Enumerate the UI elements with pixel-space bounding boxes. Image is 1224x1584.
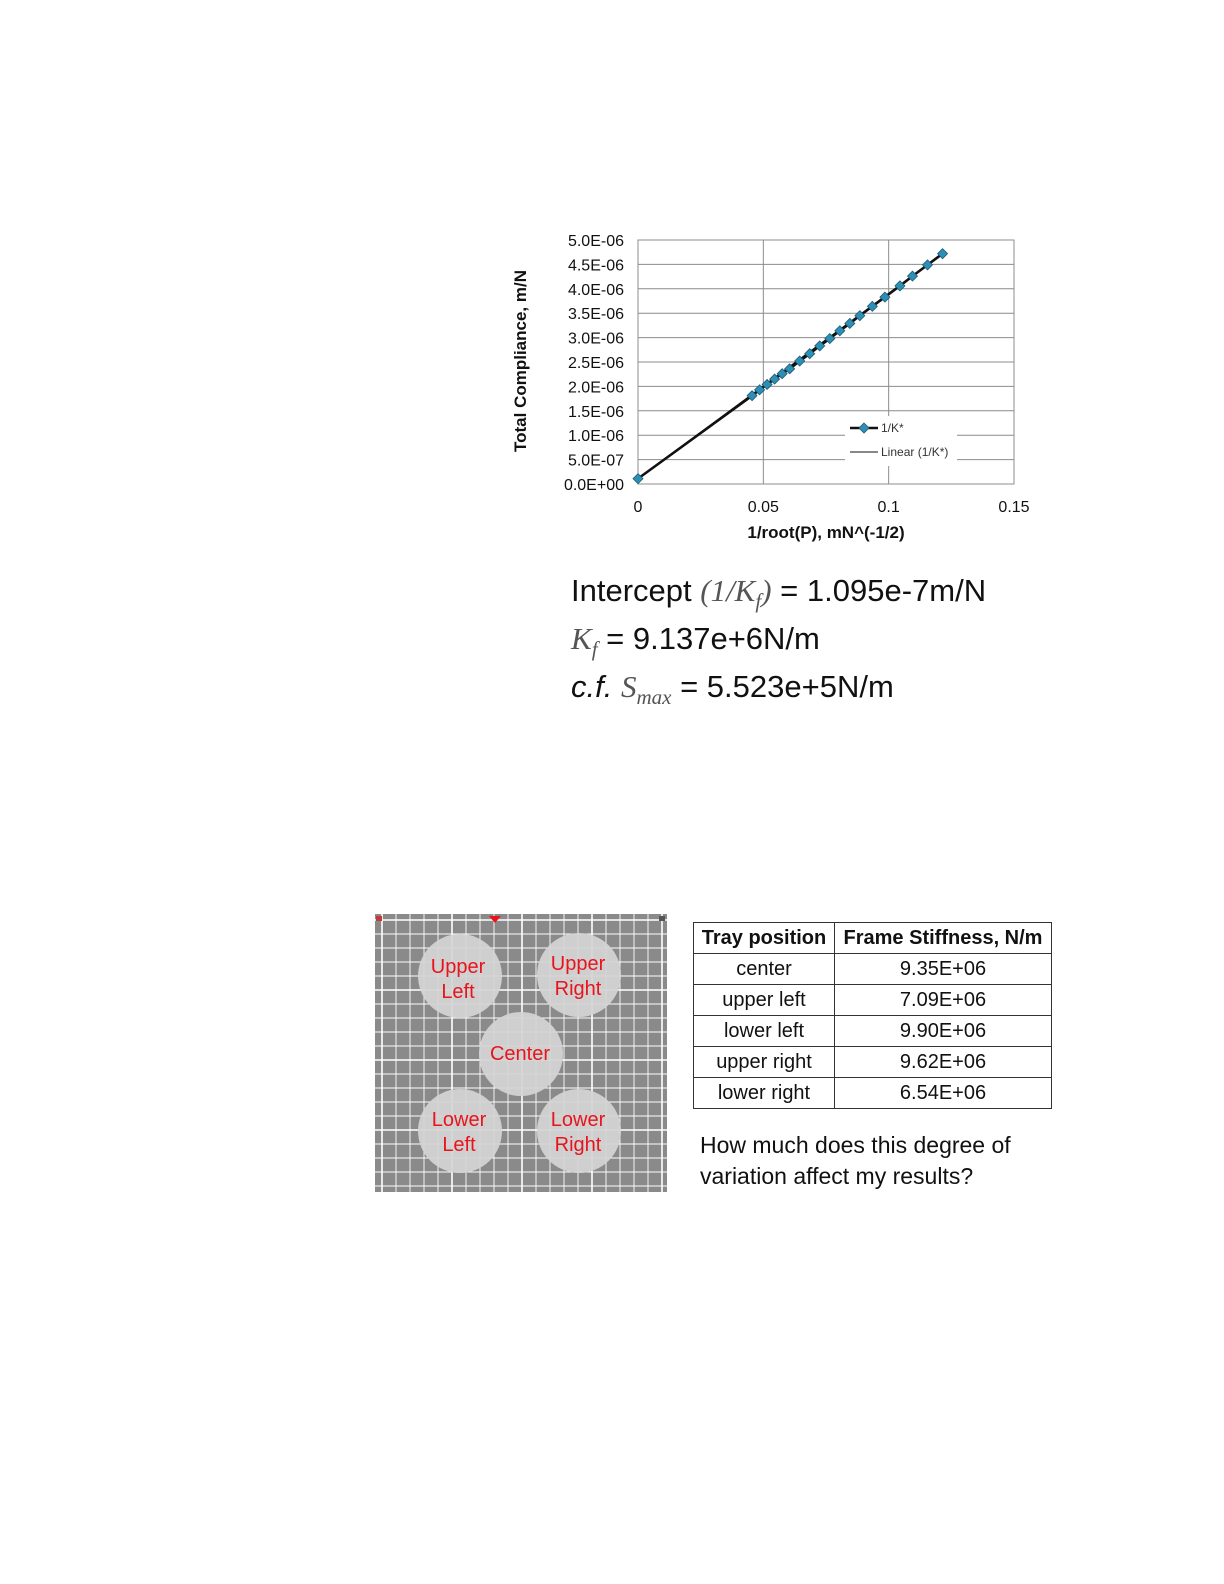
x-tick-label: 0.05 xyxy=(747,499,779,516)
y-tick-label: 0.0E+00 xyxy=(563,477,624,494)
header-tray-position: Tray position xyxy=(694,923,835,954)
cell-stiffness: 6.54E+06 xyxy=(835,1078,1052,1109)
y-tick-label: 4.0E-06 xyxy=(567,281,624,299)
cell-position: lower right xyxy=(694,1078,835,1109)
compliance-chart xyxy=(500,226,1060,556)
kf-sub: f xyxy=(591,637,598,662)
intercept-close: ) xyxy=(761,573,772,608)
frame-stiffness-table xyxy=(693,922,1052,1109)
smax-math: S xyxy=(620,669,637,705)
table-row xyxy=(694,1078,1052,1109)
y-tick-label: 1.5E-06 xyxy=(567,403,624,421)
x-tick-label: 0.1 xyxy=(877,499,900,516)
header-frame-stiffness: Frame Stiffness, N/m xyxy=(835,923,1052,954)
intercept-value: = 1.095e-7m/N xyxy=(780,573,987,608)
tray-position-lower-right[interactable] xyxy=(537,1089,621,1173)
y-axis-label: Total Compliance, m/N xyxy=(511,270,530,452)
y-tick-label: 5.0E-06 xyxy=(567,233,624,250)
table-row xyxy=(694,954,1052,985)
cell-stiffness: 9.90E+06 xyxy=(835,1016,1052,1047)
kf-math: K xyxy=(571,621,592,657)
smax-value: = 5.523e+5N/m xyxy=(680,669,894,705)
kf-line xyxy=(571,620,986,668)
x-tick-labels xyxy=(634,499,1030,516)
tray-diagram xyxy=(375,914,667,1192)
tray-label-line2: Left xyxy=(442,1134,476,1156)
y-tick-label: 1.0E-06 xyxy=(567,428,624,446)
legend-label-trend: Linear (1/K*) xyxy=(881,445,949,459)
x-axis-label: 1/root(P), mN^(-1/2) xyxy=(747,523,905,542)
x-tick-label: 0.15 xyxy=(998,499,1030,516)
tray-label-line1: Center xyxy=(489,1043,551,1065)
chart-grid xyxy=(638,240,1014,484)
tray-label-line1: Upper xyxy=(430,956,486,978)
question-text: How much does this degree of variation affect my results? xyxy=(700,1132,1011,1189)
tray-position-lower-left[interactable] xyxy=(418,1089,502,1173)
intercept-sub: f xyxy=(755,589,762,614)
legend-label-series: 1/K* xyxy=(881,421,904,435)
table-row xyxy=(694,1047,1052,1078)
tray-label-line2: Right xyxy=(554,978,602,1000)
tray-label-line1: Lower xyxy=(550,1109,606,1131)
cell-position: upper left xyxy=(694,985,835,1016)
cell-position: center xyxy=(694,954,835,985)
tray-corner-left-icon xyxy=(376,916,382,921)
table-header-row xyxy=(694,923,1052,954)
y-tick-label: 5.0E-07 xyxy=(567,452,624,470)
tray-label-line2: Right xyxy=(554,1134,602,1156)
intercept-line xyxy=(571,572,986,620)
cell-stiffness: 9.62E+06 xyxy=(835,1047,1052,1078)
tray-corner-right-icon xyxy=(659,916,665,921)
y-tick-label: 3.5E-06 xyxy=(567,306,624,324)
tray-position-center[interactable] xyxy=(479,1012,563,1096)
fit-results xyxy=(571,572,986,717)
tray-position-upper-right[interactable] xyxy=(537,933,621,1017)
tray-label-line1: Upper xyxy=(550,953,606,975)
cell-stiffness: 9.35E+06 xyxy=(835,954,1052,985)
smax-sub: max xyxy=(636,685,672,710)
table-row xyxy=(694,985,1052,1016)
y-tick-labels xyxy=(564,233,624,494)
intercept-math: (1/K xyxy=(700,573,756,608)
table-row xyxy=(694,1016,1052,1047)
cell-position: lower left xyxy=(694,1016,835,1047)
intercept-label: Intercept xyxy=(571,573,692,608)
cell-position: upper right xyxy=(694,1047,835,1078)
cf-label: c.f. xyxy=(571,669,613,705)
x-tick-label: 0 xyxy=(633,499,643,516)
chart-legend xyxy=(845,416,957,466)
tray-label-line1: Lower xyxy=(431,1109,487,1131)
tray-position-upper-left[interactable] xyxy=(418,934,502,1018)
y-tick-label: 2.5E-06 xyxy=(567,355,624,372)
kf-value: = 9.137e+6N/m xyxy=(606,621,820,657)
y-tick-label: 3.0E-06 xyxy=(567,330,624,348)
y-tick-label: 4.5E-06 xyxy=(567,257,624,275)
y-tick-label: 2.0E-06 xyxy=(567,379,624,397)
smax-line xyxy=(571,668,986,716)
cell-stiffness: 7.09E+06 xyxy=(835,985,1052,1016)
tray-label-line2: Left xyxy=(441,981,475,1003)
